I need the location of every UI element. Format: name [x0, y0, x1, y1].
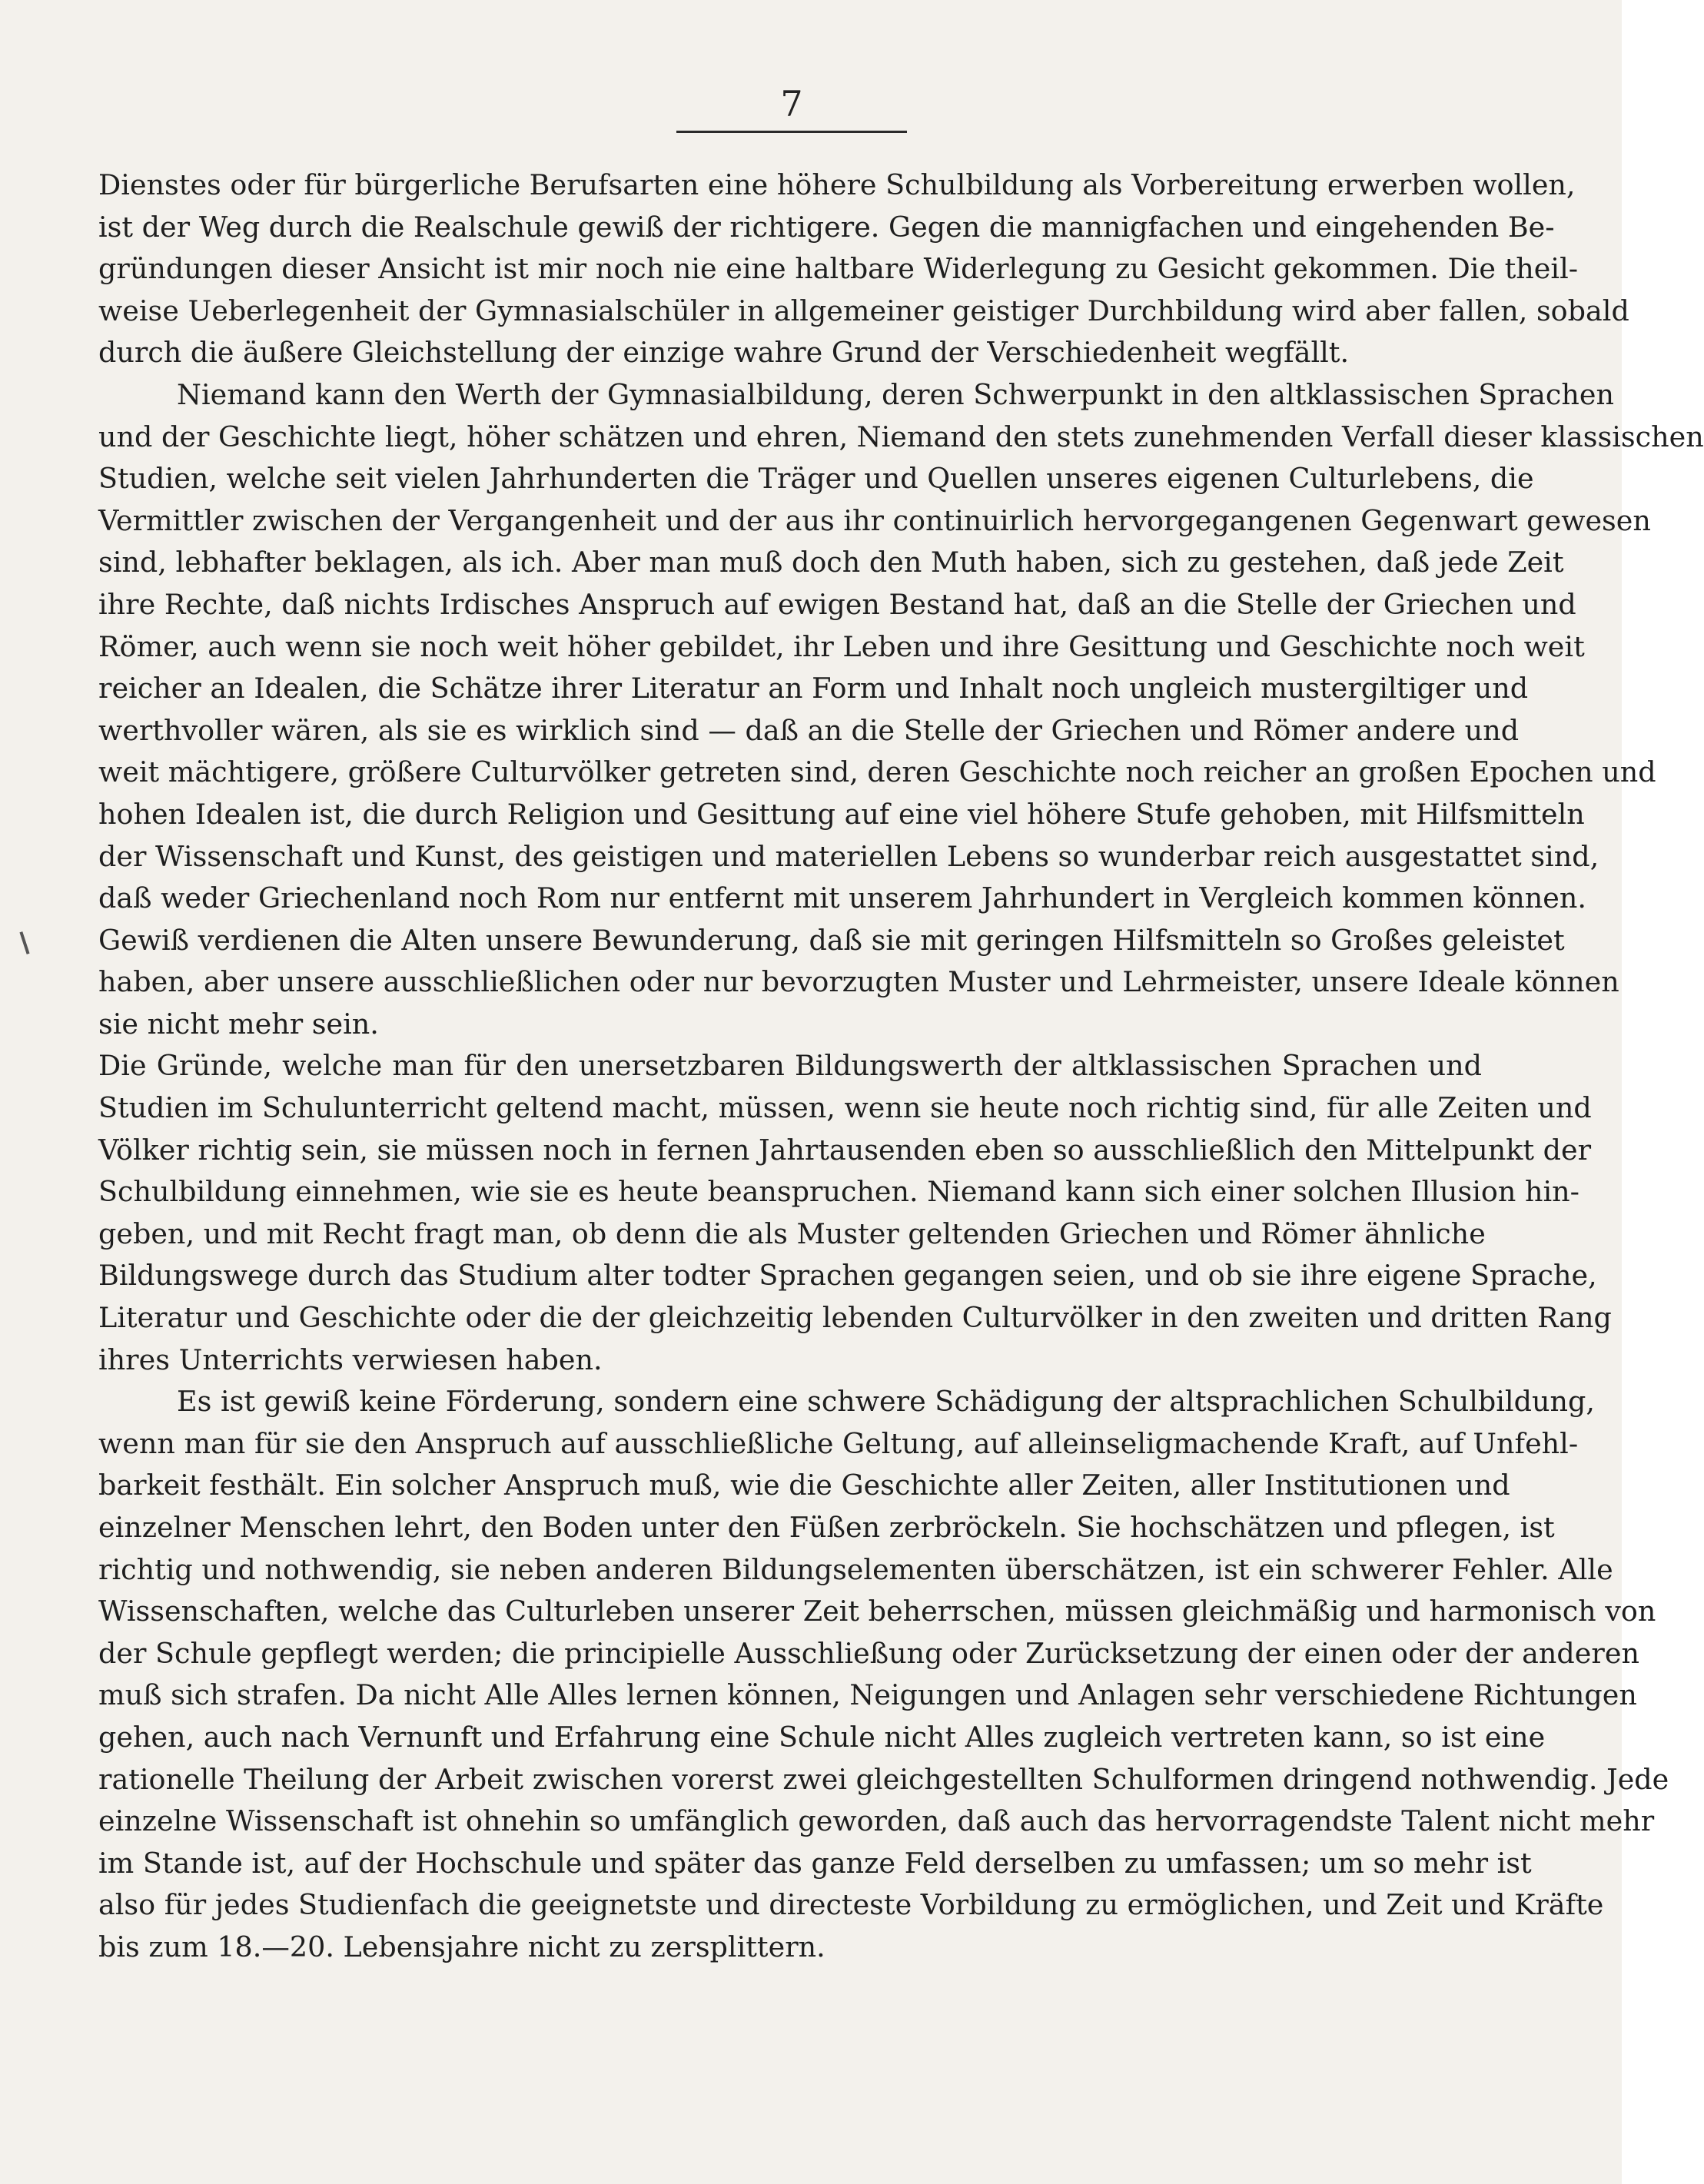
text-line: der Schule gepflegt werden; die principielle Ausschließung oder Zurücksetzung der einen oder der anderen — [98, 1636, 1639, 1670]
paragraph-start-line: Die Gründe, welche man für den unersetzbaren Bildungswerth der altklassischen Sprachen und — [98, 1049, 1482, 1083]
text-line: Vermittler zwischen der Vergangenheit und der aus ihr continuirlich hervorgegangenen Gegenwart gewesen — [98, 503, 1651, 537]
text-line: ihre Rechte, daß nichts Irdisches Anspruch auf ewigen Bestand hat, daß an die Stelle der Griechen und — [98, 587, 1576, 621]
margin-pencil-mark — [19, 931, 29, 954]
text-line: Wissenschaften, welche das Culturleben unserer Zeit beherrschen, müssen gleichmäßig und harmonisch von — [98, 1595, 1656, 1628]
text-line: im Stande ist, auf der Hochschule und später das ganze Feld derselben zu umfassen; um so mehr ist — [98, 1846, 1532, 1880]
text-line: muß sich strafen. Da nicht Alle Alles lernen können, Neigungen und Anlagen sehr verschiedene Richtungen — [98, 1678, 1637, 1712]
text-line: Bildungswege durch das Studium alter todter Sprachen gegangen seien, und ob sie ihre eigene Sprache, — [98, 1259, 1597, 1293]
text-line: gehen, auch nach Vernunft und Erfahrung eine Schule nicht Alles zugleich vertreten kann, so ist eine — [98, 1720, 1546, 1754]
text-line: daß weder Griechenland noch Rom nur entfernt mit unserem Jahrhundert in Vergleich kommen können. — [98, 881, 1586, 915]
text-line: bis zum 18.—20. Lebensjahre nicht zu zersplittern. — [98, 1930, 825, 1963]
text-line: ihres Unterrichts verwiesen haben. — [98, 1343, 603, 1376]
text-line: rationelle Theilung der Arbeit zwischen vorerst zwei gleichgestellten Schulformen dringend nothwendig. Jede — [98, 1762, 1669, 1796]
text-line: weit mächtigere, größere Culturvölker getreten sind, deren Geschichte noch reicher an großen Epochen und — [98, 755, 1656, 789]
text-line: und der Geschichte liegt, höher schätzen und ehren, Niemand den stets zunehmenden Verfall dieser klassischen — [98, 420, 1704, 453]
body-text — [98, 164, 1704, 1969]
text-line: ist der Weg durch die Realschule gewiß der richtigere. Gegen die mannigfachen und eingehenden Be- — [98, 210, 1555, 244]
page-number: 7 — [780, 83, 803, 124]
text-line: also für jedes Studienfach die geeignetste und directeste Vorbildung zu ermöglichen, und Zeit und Kräfte — [98, 1888, 1604, 1922]
text-line: Literatur und Geschichte oder die der gleichzeitig lebenden Culturvölker in den zweiten und dritten Rang — [98, 1301, 1612, 1335]
text-line: richtig und nothwendig, sie neben anderen Bildungselementen überschätzen, ist ein schwerer Fehler. Alle — [98, 1552, 1613, 1586]
text-line: reicher an Idealen, die Schätze ihrer Literatur an Form und Inhalt noch ungleich mustergiltiger und — [98, 672, 1529, 705]
text-line: Dienstes oder für bürgerliche Berufsarten eine höhere Schulbildung als Vorbereitung erwerben wollen, — [98, 168, 1576, 201]
text-line: Schulbildung einnehmen, wie sie es heute beanspruchen. Niemand kann sich einer solchen Illusion hin- — [98, 1175, 1579, 1209]
text-line: sind, lebhafter beklagen, als ich. Aber man muß doch den Muth haben, sich zu gestehen, daß jede Zeit — [98, 546, 1564, 579]
text-line: sie nicht mehr sein. — [98, 1007, 379, 1041]
text-line: geben, und mit Recht fragt man, ob denn die als Muster geltenden Griechen und Römer ähnliche — [98, 1216, 1486, 1250]
text-line: gründungen dieser Ansicht ist mir noch nie eine haltbare Widerlegung zu Gesicht gekommen. Die theil- — [98, 252, 1579, 286]
text-line: Völker richtig sein, sie müssen noch in fernen Jahrtausenden eben so ausschließlich den Mittelpunkt der — [98, 1133, 1592, 1167]
paragraph-start-line: Es ist gewiß keine Förderung, sondern eine schwere Schädigung der altsprachlichen Schulbildung, — [177, 1385, 1595, 1419]
text-line: wenn man für sie den Anspruch auf ausschließliche Geltung, auf alleinseligmachende Kraft, auf Unfehl- — [98, 1426, 1579, 1460]
paragraph-start-line: Niemand kann den Werth der Gymnasialbildung, deren Schwerpunkt in den altklassischen Sprachen — [177, 377, 1614, 411]
header-rule — [676, 131, 907, 133]
text-line: haben, aber unsere ausschließlichen oder nur bevorzugten Muster und Lehrmeister, unsere Ideale können — [98, 965, 1619, 999]
text-line: weise Ueberlegenheit der Gymnasialschüler in allgemeiner geistiger Durchbildung wird aber fallen, sobald — [98, 294, 1629, 327]
text-line: einzelne Wissenschaft ist ohnehin so umfänglich geworden, daß auch das hervorragendste Talent nicht mehr — [98, 1804, 1655, 1838]
text-line: einzelner Menschen lehrt, den Boden unter den Füßen zerbröckeln. Sie hochschätzen und pflegen, ist — [98, 1511, 1555, 1544]
text-line: Studien im Schulunterricht geltend macht, müssen, wenn sie heute noch richtig sind, für alle Zeiten und — [98, 1091, 1592, 1125]
text-line: Studien, welche seit vielen Jahrhunderten die Träger und Quellen unseres eigenen Culturlebens, die — [98, 462, 1534, 496]
text-line: Gewiß verdienen die Alten unsere Bewunderung, daß sie mit geringen Hilfsmitteln so Großes geleistet — [98, 923, 1565, 957]
text-line: durch die äußere Gleichstellung der einzige wahre Grund der Verschiedenheit wegfällt. — [98, 336, 1350, 370]
text-line: hohen Idealen ist, die durch Religion und Gesittung auf eine viel höhere Stufe gehoben, mit Hilfsmitteln — [98, 797, 1585, 831]
text-line: barkeit festhält. Ein solcher Anspruch muß, wie die Geschichte aller Zeiten, aller Institutionen und — [98, 1469, 1510, 1502]
text-line: Römer, auch wenn sie noch weit höher gebildet, ihr Leben und ihre Gesittung und Geschichte noch weit — [98, 629, 1585, 663]
page-header — [676, 83, 907, 124]
text-line: werthvoller wären, als sie es wirklich sind — daß an die Stelle der Griechen und Römer andere und — [98, 713, 1520, 747]
text-line: der Wissenschaft und Kunst, des geistigen und materiellen Lebens so wunderbar reich ausgestattet sind, — [98, 839, 1599, 873]
